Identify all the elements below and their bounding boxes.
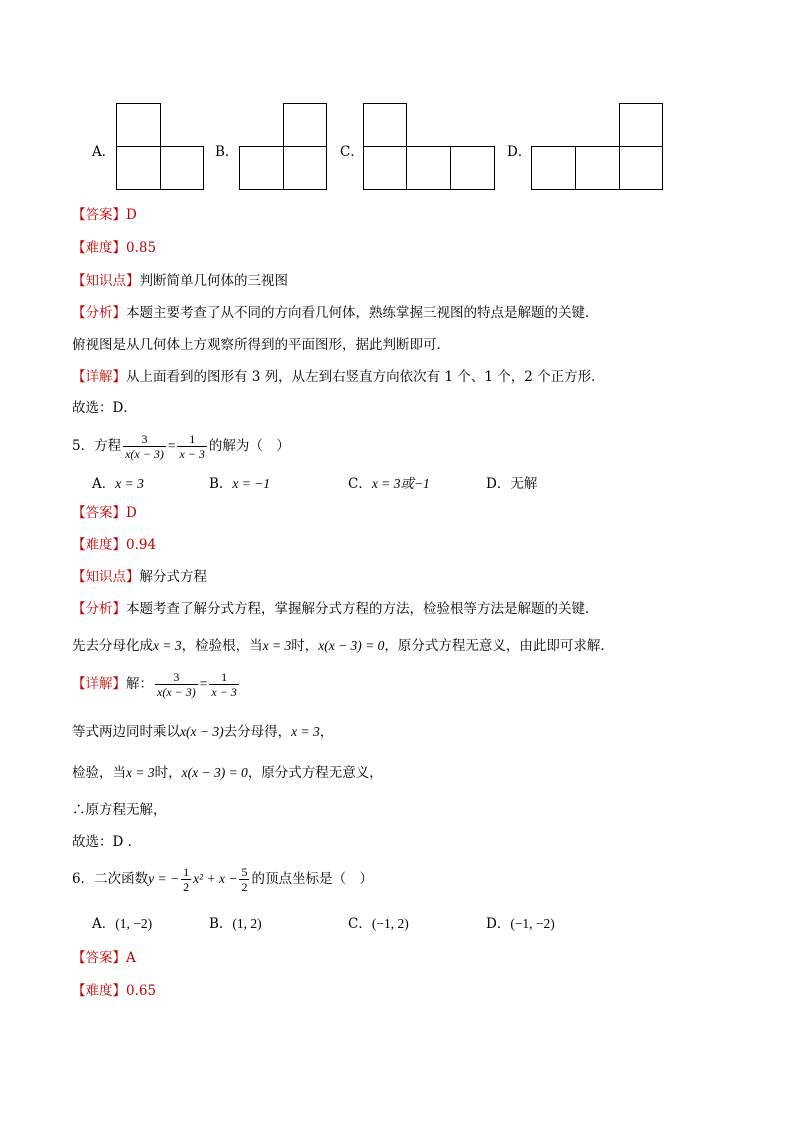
- fraction: [177, 432, 206, 461]
- knowledge-tag: 【知识点】: [72, 273, 140, 289]
- q4-analysis-2: 俯视图是从几何体上方观察所得到的平面图形，据此判断即可．: [72, 337, 450, 353]
- math: x = 3: [262, 638, 292, 653]
- q5-question: [72, 430, 290, 462]
- fraction: [181, 865, 191, 894]
- q4-analysis: [72, 303, 599, 323]
- square: [619, 103, 663, 147]
- text: 检验，当: [72, 765, 126, 781]
- q5-step-2: [72, 763, 383, 783]
- answer-tag: 【答案】: [72, 505, 126, 521]
- square: [363, 146, 407, 190]
- analysis-text: 本题主要考查了从不同的方向看几何体，熟练掌握三视图的特点是解题的关键．: [126, 305, 599, 321]
- text: 时，: [291, 638, 319, 654]
- fraction: [123, 432, 166, 461]
- q5-option-b: [209, 472, 270, 492]
- option-value: x = 3或−1: [371, 476, 430, 491]
- q4-option-c-label: C．: [340, 144, 364, 160]
- analysis-text: 本题考查了解分式方程，掌握解分式方程的方法，检验根等方法是解题的关键．: [126, 601, 599, 617]
- question-tail: 的解为（ ）: [208, 438, 290, 454]
- text: ，: [319, 724, 334, 740]
- difficulty-value: 0.85: [126, 240, 157, 256]
- difficulty-value: 0.94: [126, 537, 157, 553]
- q6-difficulty: [72, 981, 156, 1001]
- q6-question: [72, 862, 373, 896]
- question-number: 5．方程: [72, 438, 122, 454]
- q5-difficulty: [72, 535, 156, 555]
- math: x(x − 3) = 0: [181, 765, 248, 780]
- q4-difficulty: [72, 238, 156, 258]
- fraction: [155, 670, 198, 699]
- square: [283, 146, 327, 190]
- option-value: (1, 2): [232, 916, 262, 931]
- denominator: 2: [241, 880, 248, 894]
- q4-option-b-label: B．: [215, 144, 239, 160]
- math: x = 3: [153, 638, 182, 653]
- q4-choose: 故选：D．: [72, 400, 137, 416]
- option-label: D．: [486, 916, 511, 932]
- difficulty-value: 0.65: [126, 983, 157, 999]
- option-label: B．: [209, 476, 233, 492]
- numerator: 1: [209, 670, 238, 685]
- math: x = 3: [291, 724, 320, 739]
- square: [406, 146, 451, 190]
- answer-value: D: [126, 505, 137, 521]
- option-value: (−1, 2): [371, 916, 409, 931]
- knowledge-text: 解分式方程: [139, 569, 207, 585]
- numerator: 1: [177, 432, 206, 447]
- detail-tag: 【详解】: [72, 676, 126, 692]
- text: ，原分式方程无意义，: [247, 765, 383, 781]
- q6-option-d: [486, 912, 555, 932]
- q4-answer: [72, 205, 137, 225]
- difficulty-tag: 【难度】: [72, 240, 126, 256]
- denominator: x(x − 3): [157, 685, 196, 699]
- denominator: x − 3: [211, 685, 237, 699]
- analysis-tag: 【分析】: [72, 601, 126, 617]
- square: [239, 146, 284, 190]
- q6-option-c: [348, 912, 409, 932]
- q6-option-a: [92, 912, 152, 932]
- question-number: 6．二次函数: [72, 871, 149, 887]
- denominator: x − 3: [179, 447, 205, 461]
- q4-option-d-label: D．: [507, 144, 532, 160]
- answer-tag: 【答案】: [72, 950, 126, 966]
- math: x(x − 3): [180, 724, 224, 739]
- difficulty-tag: 【难度】: [72, 983, 126, 999]
- analysis-tag: 【分析】: [72, 305, 126, 321]
- text: ，原分式方程无意义，由此即可求解．: [384, 638, 614, 654]
- math: x = 3: [126, 765, 155, 780]
- square: [619, 146, 663, 190]
- square: [363, 103, 407, 147]
- option-label: C．: [348, 916, 372, 932]
- square: [450, 146, 495, 190]
- square: [575, 146, 620, 190]
- option-value: x = 3: [115, 476, 144, 491]
- answer-tag: 【答案】: [72, 207, 126, 223]
- text: 等式两边同时乘以: [72, 724, 180, 740]
- equals: =: [167, 438, 176, 453]
- q5-analysis: [72, 599, 599, 619]
- question-tail: 的顶点坐标是（ ）: [251, 871, 373, 887]
- option-label: C．: [348, 476, 372, 492]
- numerator: 5: [241, 865, 248, 879]
- knowledge-tag: 【知识点】: [72, 569, 140, 585]
- detail-text: 解：: [126, 676, 153, 692]
- q5-choose: 故选：D ．: [72, 834, 142, 850]
- text: 先去分母化成: [72, 638, 153, 654]
- q5-detail: [72, 668, 241, 700]
- q4-knowledge-point: [72, 271, 288, 291]
- math: y = −: [148, 871, 180, 886]
- option-value: (1, −2): [115, 916, 153, 931]
- q4-detail: [72, 367, 605, 387]
- square: [531, 146, 576, 190]
- difficulty-tag: 【难度】: [72, 537, 126, 553]
- math: x(x − 3) = 0: [318, 638, 385, 653]
- answer-value: D: [126, 207, 137, 223]
- square: [283, 103, 327, 147]
- q5-answer: [72, 503, 137, 523]
- detail-text: 从上面看到的图形有 3 列，从左到右竖直方向依次有 1 个、1 个，2 个正方形．: [126, 369, 605, 385]
- detail-tag: 【详解】: [72, 369, 126, 385]
- denominator: x(x − 3): [125, 447, 164, 461]
- numerator: 1: [183, 865, 190, 879]
- q6-option-b: [209, 912, 262, 932]
- fraction: [239, 865, 249, 894]
- text: 时，: [154, 765, 182, 781]
- fraction: [209, 670, 238, 699]
- q5-analysis-2: [72, 636, 614, 656]
- q5-step-1: [72, 722, 333, 742]
- denominator: 2: [183, 880, 190, 894]
- square: [116, 146, 161, 190]
- numerator: 3: [123, 432, 166, 447]
- q4-option-a-label: A．: [92, 144, 116, 160]
- q5-option-c: [348, 472, 430, 492]
- q6-answer: [72, 948, 136, 968]
- q5-option-d: D．无解: [486, 476, 538, 492]
- square: [160, 146, 204, 190]
- option-value: (−1, −2): [510, 916, 555, 931]
- option-label: A．: [92, 476, 116, 492]
- math: x² + x −: [193, 871, 238, 886]
- option-label: B．: [209, 916, 233, 932]
- option-label: A．: [92, 916, 116, 932]
- text: ，检验根，当: [181, 638, 263, 654]
- option-value: x = −1: [232, 476, 271, 491]
- q5-option-a: [92, 472, 144, 492]
- q5-knowledge-point: [72, 567, 207, 587]
- answer-value: A: [126, 950, 136, 966]
- text: 去分母得，: [223, 724, 292, 740]
- numerator: 3: [155, 670, 198, 685]
- equals: =: [199, 676, 208, 691]
- knowledge-text: 判断简单几何体的三视图: [139, 273, 288, 289]
- q5-step-3: ∴原方程无解，: [72, 802, 167, 818]
- square: [116, 103, 161, 147]
